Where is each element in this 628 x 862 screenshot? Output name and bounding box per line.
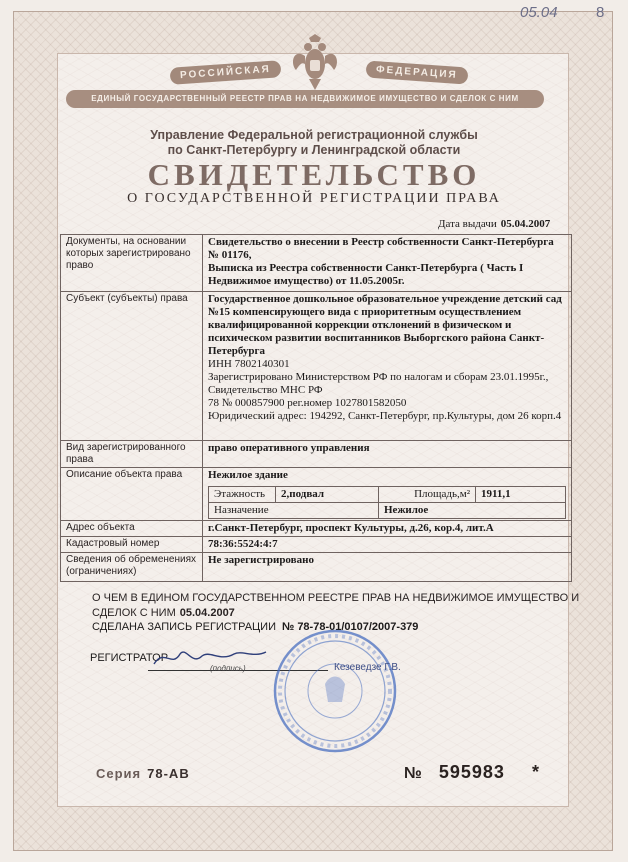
- documents-line-2: Выписка из Реестра собственности Санкт-Петербурга ( Часть I Недвижимое имущество) от 11.05.2005г.: [208, 262, 524, 287]
- signature-caption: (подпись): [210, 664, 246, 673]
- statement-line-2: СДЕЛОК С НИМ: [92, 607, 176, 619]
- record-number: № 78-78-01/0107/2007-379: [282, 621, 419, 633]
- document-subtitle: О ГОСУДАРСТВЕННОЙ РЕГИСТРАЦИИ ПРАВА: [127, 191, 501, 206]
- handwritten-date: 05.04: [520, 4, 558, 21]
- issuing-authority: [0, 128, 628, 158]
- subject-address: Юридический адрес: 194292, Санкт-Петербург, пр.Культуры, дом 26 корп.4: [208, 410, 562, 422]
- table-row-subject: [61, 292, 572, 441]
- object-description: Нежилое здание: [208, 469, 288, 481]
- registrar-label: РЕГИСТРАТОР: [90, 652, 169, 664]
- object-floors-row: [209, 487, 566, 503]
- form-number: [404, 762, 505, 783]
- object-label: Описание объекта права: [61, 468, 203, 521]
- documents-label: Документы, на основании которых зарегистрировано право: [61, 235, 203, 292]
- record-label: СДЕЛАНА ЗАПИСЬ РЕГИСТРАЦИИ: [92, 621, 276, 633]
- subject-name: Государственное дошкольное образовательное учреждение детский сад №15 компенсирующего вида с приоритетным осуществлением квалифицированной коррекции отклонений в физическом и психическом развитии воспитанников Выборгского района Санкт-Петербурга: [208, 293, 562, 357]
- issue-date-value: 05.04.2007: [500, 218, 551, 230]
- registrar-name: Кезеведзе Г.В.: [334, 662, 401, 673]
- address-value: г.Санкт-Петербург, проспект Культуры, д.26, кор.4, лит.А: [203, 521, 572, 537]
- subject-label: Субъект (субъекты) права: [61, 292, 203, 441]
- statement-line-1: О ЧЕМ В ЕДИНОМ ГОСУДАРСТВЕННОМ РЕЕСТРЕ ПРАВ НА НЕДВИЖИМОЕ ИМУЩЕСТВО И: [92, 592, 580, 604]
- number-value: 595983: [438, 762, 505, 782]
- cadastral-value: 78:36:5524:4:7: [203, 537, 572, 553]
- address-label: Адрес объекта: [61, 521, 203, 537]
- table-row-object: [61, 468, 572, 521]
- series-label: Серия: [96, 766, 142, 781]
- subject-cert-number: 78 № 000857900 рег.номер 1027801582050: [208, 397, 407, 409]
- series-value: 78-АВ: [147, 766, 190, 781]
- form-series: [96, 766, 190, 781]
- table-row-address: [61, 521, 572, 537]
- object-purpose-row: [209, 503, 566, 519]
- statement-date: 05.04.2007: [179, 607, 235, 619]
- handwritten-page-number: 8: [596, 4, 605, 21]
- object-details-table: [208, 486, 566, 519]
- registry-ribbon: ЕДИНЫЙ ГОСУДАРСТВЕННЫЙ РЕЕСТР ПРАВ НА НЕДВИЖИМОЕ ИМУЩЕСТВО И СДЕЛОК С НИМ: [66, 90, 544, 108]
- purpose-label: Назначение: [209, 503, 379, 519]
- authority-line-1: Управление Федеральной регистрационной службы: [150, 128, 478, 142]
- encumbrance-value: Не зарегистрировано: [203, 553, 572, 582]
- banner-russia: РОССИЙСКАЯ: [170, 60, 282, 85]
- authority-line-2: по Санкт-Петербургу и Ленинградской области: [167, 143, 461, 157]
- number-label: №: [404, 765, 423, 782]
- registry-statement: [92, 591, 579, 621]
- right-type-label: Вид зарегистрированного права: [61, 441, 203, 468]
- right-type-value: право оперативного управления: [203, 441, 572, 468]
- registration-table: [60, 234, 572, 582]
- issue-date: [438, 218, 550, 230]
- issue-date-label: Дата выдачи: [438, 218, 497, 230]
- floors-label: Этажность: [209, 487, 276, 503]
- table-row-right-type: [61, 441, 572, 468]
- subject-inn: ИНН 7802140301: [208, 358, 290, 370]
- table-row-encumbrance: [61, 553, 572, 582]
- statement-line-2-wrap: [92, 606, 579, 621]
- documents-value: [203, 235, 572, 292]
- double-headed-eagle-emblem-icon: [288, 34, 342, 92]
- star-mark: *: [532, 762, 540, 782]
- encumbrance-label: Сведения об обременениях (ограничениях): [61, 553, 203, 582]
- purpose-value: Нежилое: [379, 503, 566, 519]
- object-value: [203, 468, 572, 521]
- subject-value: [203, 292, 572, 441]
- floors-value: 2,подвал: [276, 487, 379, 503]
- document-title: СВИДЕТЕЛЬСТВО: [147, 157, 481, 192]
- official-seal-stamp-icon: [270, 626, 400, 756]
- area-value: 1911,1: [476, 487, 566, 503]
- banner-federation: ФЕДЕРАЦИЯ: [366, 60, 469, 84]
- cadastral-label: Кадастровый номер: [61, 537, 203, 553]
- table-row-documents: [61, 235, 572, 292]
- subject-registered: Зарегистрировано Министерством РФ по налогам и сборам 23.01.1995г., Свидетельство МНС РФ: [208, 371, 549, 396]
- table-row-cadastral: [61, 537, 572, 553]
- area-label: Площадь,м²: [379, 487, 476, 503]
- documents-line-1: Свидетельство о внесении в Реестр собственности Санкт-Петербурга № 01176,: [208, 236, 554, 261]
